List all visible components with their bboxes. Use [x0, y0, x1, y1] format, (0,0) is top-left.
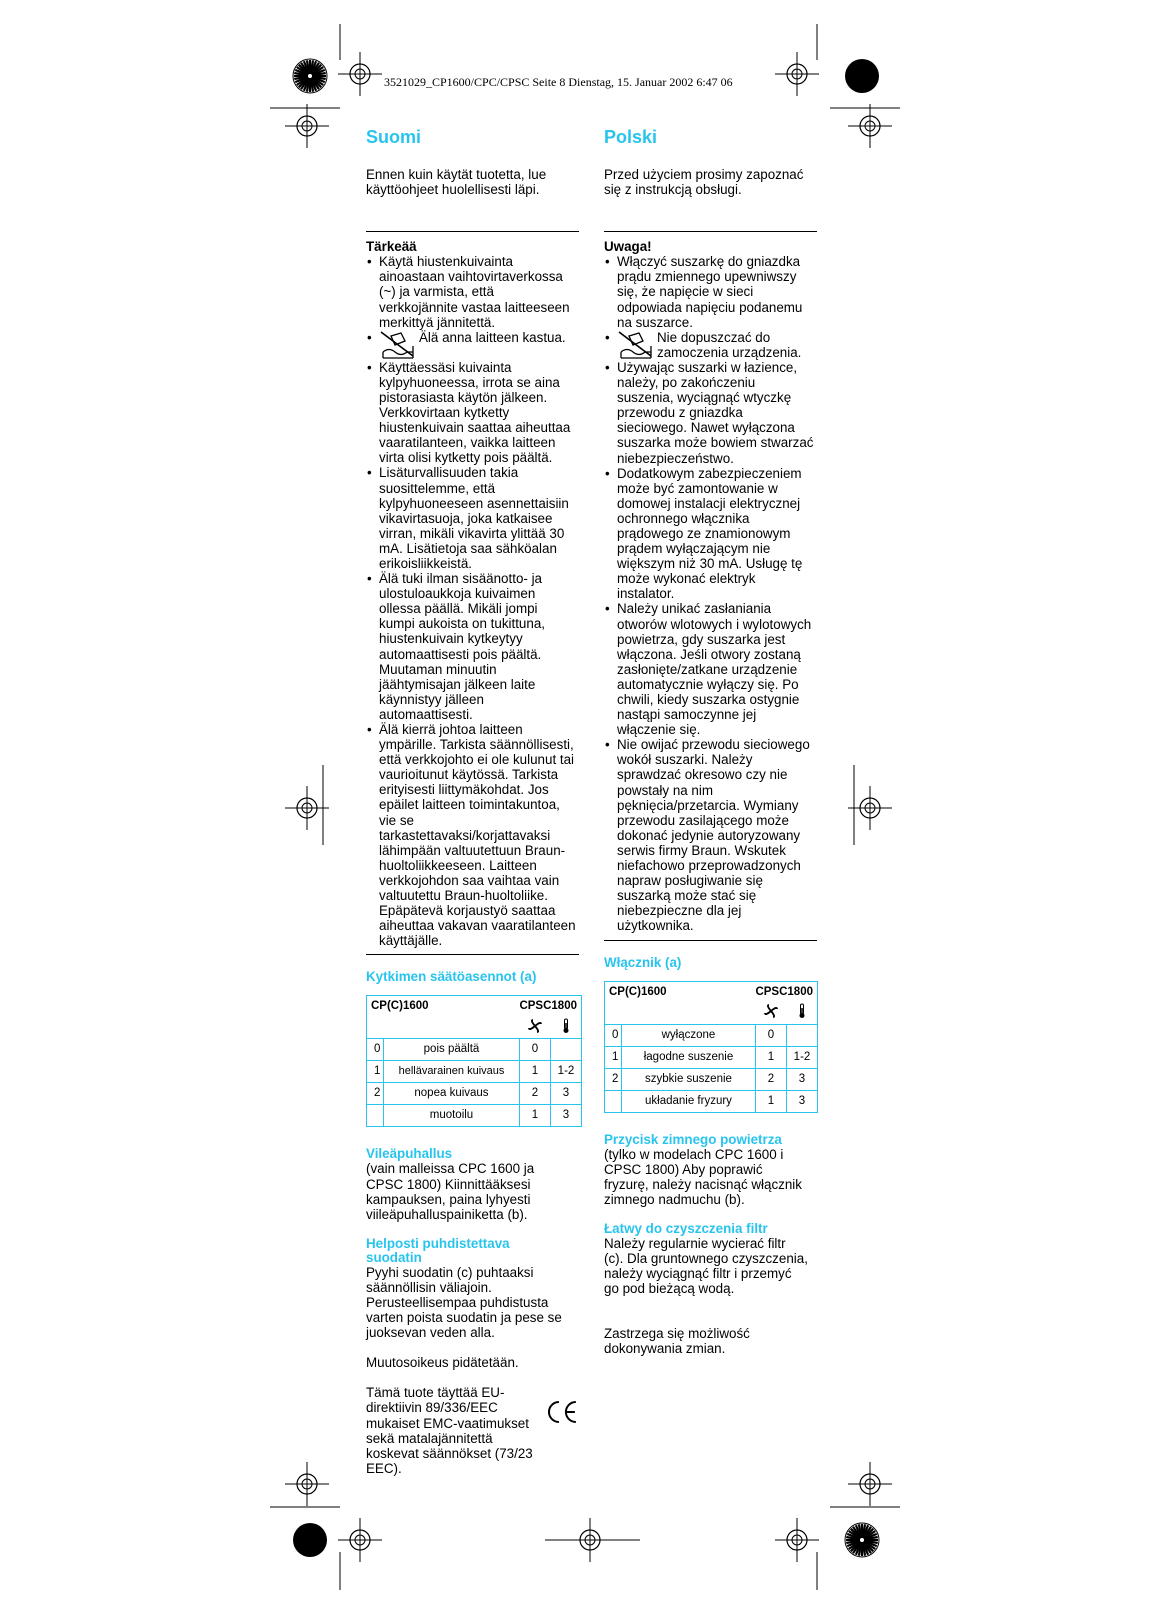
list-item: • Käytä hiustenkuivainta ainoastaan vaihtovirtaverkossa (~) ja varmista, että verkkojännite vastaa laitteeseen merkittyä jännitettä.	[366, 254, 576, 329]
model-b-label: CPSC1800	[519, 996, 581, 1018]
reserve-text: Zastrzega się możliwość dokonywania zmian.	[604, 1326, 750, 1357]
intro-text: Przed użyciem prosimy zapoznać się z instrukcją obsługi.	[604, 167, 804, 198]
model-b-label: CPSC1800	[755, 981, 817, 1003]
no-water-icon	[379, 330, 417, 360]
list-item: • Używając suszarki w łazience, należy, po zakończeniu suszenia, wyciągnąć wtyczkę przewodu z gniazdka sieciowego. Nawet wyłączona suszarka może bowiem stwarzać niebezpieczeństwo.	[604, 360, 814, 466]
safety-list	[604, 254, 814, 933]
section-title: Suomi	[366, 127, 422, 147]
table-row: 2 szybkie suszenie 2 3	[605, 1068, 818, 1090]
table-row: 1 łagodne suszenie 1 1-2	[605, 1046, 818, 1068]
divider	[366, 954, 579, 955]
eu-compliance	[366, 1385, 579, 1476]
print-slug: 3521029_CP1600/CPC/CPSC Seite 8 Dienstag, 15. Januar 2002 6:47 06	[384, 75, 733, 89]
filter-text: Pyyhi suodatin (c) puhtaaksi säännöllisin väliajoin. Perusteellisempaa puhdistusta varten poista suodatin ja pese se juoksevan veden alla.	[366, 1264, 562, 1341]
important-heading: Tärkeää	[366, 239, 417, 255]
section-title: Polski	[604, 127, 658, 147]
safety-list	[366, 254, 576, 948]
fan-icon	[519, 1017, 550, 1039]
list-item: • Älä tuki ilman sisäänotto- ja ulostuloaukkoja kuivaimen ollessa päällä. Mikäli jompi kumpi aukoista on tukittuna, hiustenkuivain kytkeytyy automaattisesti pois päältä. Muutaman minuutin jäähtymisajan jälkeen laite käynnistyy jälleen automaattisesti.	[366, 571, 576, 722]
ce-mark-icon	[545, 1399, 579, 1425]
list-item: • Włączyć suszarkę do gniazdka prądu zmiennego upewniwszy się, że napięcie w sieci odpowiada napięciu podanemu na suszarce.	[604, 254, 814, 329]
table-row: 0 pois päältä 0	[367, 1039, 582, 1061]
cool-shot-text: (vain malleissa CPC 1600 ja CPSC 1800) Kiinnittääksesi kampauksen, paina lyhyesti viileäpuhalluspainiketta (b).	[366, 1161, 535, 1222]
reserve-text: Muutosoikeus pidätetään.	[366, 1355, 519, 1371]
list-item-text: Nie dopuszczać do zamoczenia urządzenia.	[657, 329, 802, 360]
cool-shot-heading: Przycisk zimnego powietrza	[604, 1131, 782, 1147]
filter-heading: Łatwy do czyszczenia filtr	[604, 1220, 768, 1236]
cool-shot-heading: Vileäpuhallus	[366, 1146, 453, 1162]
list-item	[366, 330, 576, 360]
list-item-text: Älä anna laitteen kastua.	[419, 329, 566, 345]
suomi-column	[366, 126, 579, 1476]
heat-icon	[786, 1003, 817, 1025]
list-item: • Należy unikać zasłaniania otworów wlotowych i wylotowych powietrza, gdy suszarka jest włączona. Jeśli otwory zostaną zasłonięte/zatkane urządzenie automatycznie wyłączy się. Po chwili, kiedy suszarka ostygnie nastąpi samoczynne jej włączenie się.	[604, 601, 814, 737]
switch-table	[366, 995, 582, 1127]
divider	[604, 231, 817, 232]
switch-heading: Włącznik (a)	[604, 954, 682, 970]
table-row: 1 hellävarainen kuivaus 1 1-2	[367, 1061, 582, 1083]
model-a-label: CP(C)1600	[605, 981, 756, 1003]
divider	[604, 940, 817, 941]
eu-text: Tämä tuote täyttää EU-direktiivin 89/336/EEC mukaiset EMC-vaatimukset sekä matalajännitettä koskevat säännökset (73/23 EEC).	[366, 1385, 533, 1476]
list-item: • Älä kierrä johtoa laitteen ympärille. Tarkista säännöllisesti, että verkkojohto ei ole kulunut tai vaurioitunut käytössä. Tarkista erityisesti liittymäkohdat. Jos epäilet laitteen toimintakuntoa, vie se tarkastettavaksi/korjattavaksi lähimpään valtuutettuun Braun-huoltoliikkeeseen. Laitteen verkkojohdon saa vaihtaa vain valtuutettu Braun-huoltoliike. Epäpätevä korjaustyö saattaa aiheuttaa vakavan vaaratilanteen käyttäjälle.	[366, 722, 576, 948]
list-item: • Käyttäessäsi kuivainta kylpyhuoneessa, irrota se aina pistorasiasta käytön jälkeen. Verkkovirtaan kytketty hiustenkuivain saattaa aiheuttaa vaaratilanteen, vaikka laitteen virta olisi kytketty pois päältä.	[366, 360, 576, 466]
no-water-icon	[617, 330, 655, 360]
list-item: • Nie owijać przewodu sieciowego wokół suszarki. Należy sprawdzać okresowo czy nie powstały na nim pęknięcia/przetarcia. Wymiany przewodu zasilającego może dokonać jedynie autoryzowany serwis firmy Braun. Wskutek niefachowo przeprowadzonych napraw posługiwanie się suszarką może stać się niebezpieczne dla jej użytkownika.	[604, 737, 814, 933]
important-heading: Uwaga!	[604, 239, 652, 255]
cool-shot-text: (tylko w modelach CPC 1600 i CPSC 1800) Aby poprawić fryzurę, należy nacisnąć włącznik zimnego nadmuchu (b).	[604, 1146, 802, 1207]
fan-icon	[755, 1003, 786, 1025]
divider	[366, 231, 579, 232]
filter-text: Należy regularnie wycierać filtr (c). Dla gruntownego czyszczenia, należy wyciągnąć filtr i przemyć go pod bieżącą wodą.	[604, 1235, 808, 1297]
intro-text: Ennen kuin käytät tuotetta, lue käyttöohjeet huolellisesti läpi.	[366, 167, 547, 198]
table-row: 0 wyłączone 0	[605, 1024, 818, 1046]
switch-table	[604, 981, 818, 1113]
heat-icon	[550, 1017, 581, 1039]
list-item: • Lisäturvallisuuden takia suosittelemme, että kylpyhuoneeseen asennettaisiin vikavirtasuoja, joka katkaisee virran, mikäli vikavirta ylittää 30 mA. Lisätietoja saa sähköalan erikoisliikkeistä.	[366, 465, 576, 571]
filter-heading: Helposti puhdistettava suodatin	[366, 1235, 510, 1265]
table-row: układanie fryzury 1 3	[605, 1090, 818, 1112]
list-item: • Dodatkowym zabezpieczeniem może być zamontowanie w domowej instalacji elektrycznej ochronnego włącznika prądowego ze znamionowym prądem wyłączającym nie większym niż 30 mA. Usługę tę może wykonać elektryk instalator.	[604, 466, 814, 602]
model-a-label: CP(C)1600	[367, 996, 520, 1018]
list-item	[604, 330, 814, 360]
polski-column	[604, 126, 817, 1356]
switch-heading: Kytkimen säätöasennot (a)	[366, 969, 537, 985]
table-row: 2 nopea kuivaus 2 3	[367, 1083, 582, 1105]
table-row: muotoilu 1 3	[367, 1105, 582, 1127]
